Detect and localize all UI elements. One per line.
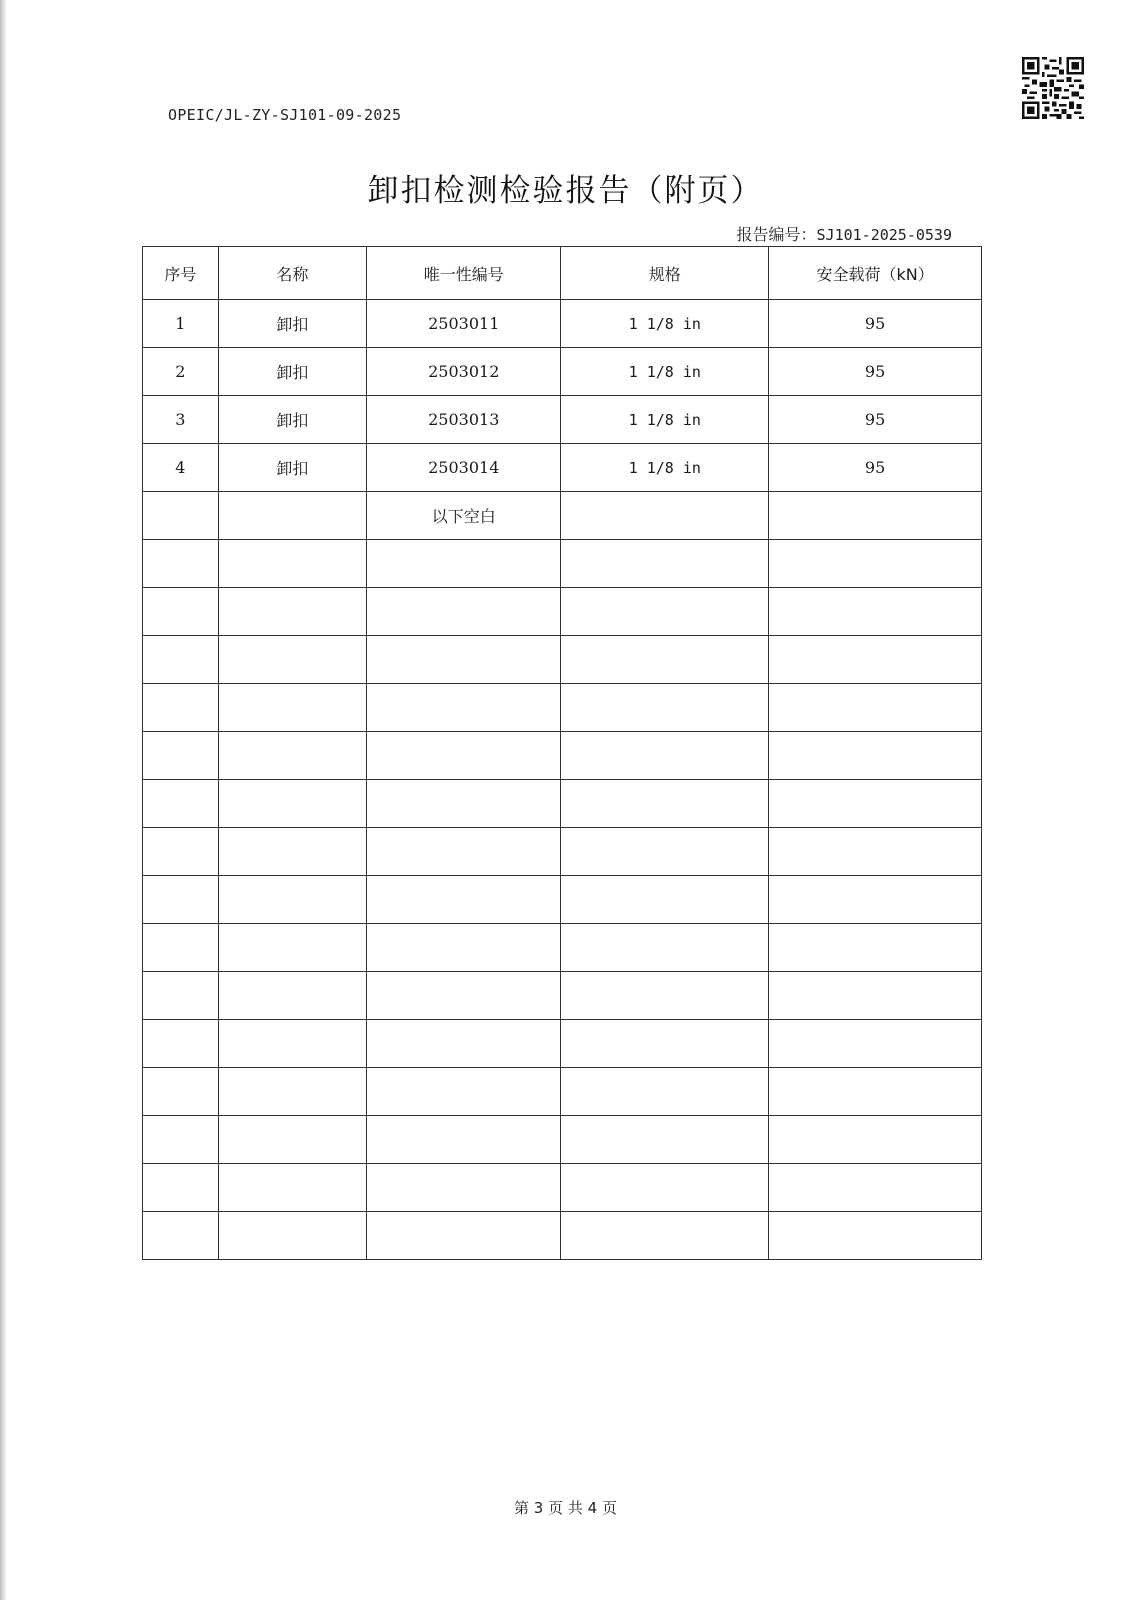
cell-serial [143, 780, 219, 828]
cell-safe-load [769, 636, 982, 684]
cell-spec [561, 1068, 769, 1116]
cell-safe-load [769, 492, 982, 540]
header-name: 名称 [218, 247, 366, 300]
cell-name: 卸扣 [218, 300, 366, 348]
table-row [143, 396, 982, 444]
page-title: 卸扣检测检验报告（附页） [367, 173, 764, 209]
cell-unique-id [367, 732, 561, 780]
cell-safe-load [769, 876, 982, 924]
table-row [143, 1020, 982, 1068]
table-row [143, 972, 982, 1020]
table-row [143, 348, 982, 396]
cell-safe-load: 95 [769, 444, 982, 492]
cell-spec: 1 1/8 in [561, 444, 769, 492]
cell-serial [143, 828, 219, 876]
table-header-row [143, 247, 982, 300]
cell-unique-id [367, 924, 561, 972]
table-row [143, 492, 982, 540]
cell-name [218, 684, 366, 732]
cell-name: 卸扣 [218, 348, 366, 396]
table-body [143, 300, 982, 1260]
cell-safe-load [769, 924, 982, 972]
cell-serial [143, 1020, 219, 1068]
cell-serial [143, 732, 219, 780]
cell-unique-id [367, 1020, 561, 1068]
cell-name [218, 540, 366, 588]
table-row [143, 1068, 982, 1116]
cell-safe-load [769, 780, 982, 828]
cell-spec [561, 1116, 769, 1164]
cell-spec [561, 732, 769, 780]
cell-name [218, 1212, 366, 1260]
cell-name [218, 492, 366, 540]
table-row [143, 540, 982, 588]
cell-unique-id [367, 1212, 561, 1260]
cell-serial [143, 1116, 219, 1164]
cell-unique-id [367, 876, 561, 924]
cell-unique-id [367, 828, 561, 876]
cell-safe-load [769, 828, 982, 876]
table-row [143, 876, 982, 924]
cell-serial: 3 [143, 396, 219, 444]
cell-spec [561, 1164, 769, 1212]
qr-code-icon [1022, 57, 1084, 119]
header-safe-load: 安全载荷（kN） [769, 247, 982, 300]
cell-safe-load: 95 [769, 396, 982, 444]
table-row [143, 300, 982, 348]
cell-safe-load [769, 1068, 982, 1116]
cell-spec [561, 828, 769, 876]
cell-unique-id: 以下空白 [367, 492, 561, 540]
cell-unique-id [367, 780, 561, 828]
cell-name [218, 588, 366, 636]
cell-name [218, 1068, 366, 1116]
cell-name [218, 972, 366, 1020]
cell-unique-id: 2503014 [367, 444, 561, 492]
cell-spec [561, 1020, 769, 1068]
table-row [143, 1164, 982, 1212]
cell-serial [143, 924, 219, 972]
header-serial: 序号 [143, 247, 219, 300]
cell-serial [143, 1212, 219, 1260]
cell-safe-load [769, 588, 982, 636]
cell-safe-load [769, 684, 982, 732]
table-row [143, 1116, 982, 1164]
cell-safe-load [769, 1020, 982, 1068]
cell-serial [143, 540, 219, 588]
cell-spec [561, 924, 769, 972]
cell-name: 卸扣 [218, 396, 366, 444]
cell-spec [561, 636, 769, 684]
cell-spec [561, 684, 769, 732]
scan-edge-shadow [0, 0, 6, 1600]
cell-unique-id [367, 972, 561, 1020]
cell-spec: 1 1/8 in [561, 396, 769, 444]
cell-name [218, 1116, 366, 1164]
cell-unique-id: 2503012 [367, 348, 561, 396]
cell-spec: 1 1/8 in [561, 300, 769, 348]
cell-serial [143, 588, 219, 636]
cell-serial [143, 972, 219, 1020]
cell-name: 卸扣 [218, 444, 366, 492]
cell-safe-load: 95 [769, 348, 982, 396]
cell-spec [561, 780, 769, 828]
table-row [143, 636, 982, 684]
table-row [143, 780, 982, 828]
cell-serial [143, 1068, 219, 1116]
page-footer: 第 3 页 共 4 页 [514, 1499, 617, 1517]
report-number [737, 222, 952, 245]
report-number-value: SJ101-2025-0539 [816, 226, 952, 244]
cell-spec [561, 492, 769, 540]
cell-serial: 2 [143, 348, 219, 396]
cell-serial [143, 1164, 219, 1212]
cell-name [218, 732, 366, 780]
cell-safe-load [769, 1116, 982, 1164]
cell-name [218, 1164, 366, 1212]
document-code: OPEIC/JL-ZY-SJ101-09-2025 [168, 106, 402, 124]
table-row [143, 588, 982, 636]
table-row [143, 444, 982, 492]
cell-name [218, 780, 366, 828]
cell-safe-load [769, 540, 982, 588]
cell-spec [561, 1212, 769, 1260]
cell-name [218, 636, 366, 684]
cell-spec [561, 876, 769, 924]
cell-safe-load [769, 1212, 982, 1260]
cell-unique-id [367, 540, 561, 588]
cell-unique-id [367, 1116, 561, 1164]
table-row [143, 924, 982, 972]
cell-unique-id: 2503013 [367, 396, 561, 444]
cell-name [218, 876, 366, 924]
cell-unique-id [367, 588, 561, 636]
cell-spec [561, 972, 769, 1020]
cell-serial [143, 636, 219, 684]
cell-safe-load: 95 [769, 300, 982, 348]
cell-unique-id [367, 684, 561, 732]
cell-name [218, 924, 366, 972]
cell-unique-id [367, 1068, 561, 1116]
header-spec: 规格 [561, 247, 769, 300]
shackle-table [142, 246, 982, 1260]
cell-serial: 1 [143, 300, 219, 348]
cell-spec: 1 1/8 in [561, 348, 769, 396]
cell-serial [143, 492, 219, 540]
table-row [143, 732, 982, 780]
cell-unique-id [367, 1164, 561, 1212]
table-row [143, 828, 982, 876]
cell-safe-load [769, 972, 982, 1020]
cell-unique-id: 2503011 [367, 300, 561, 348]
table-row [143, 1212, 982, 1260]
header-unique-id: 唯一性编号 [367, 247, 561, 300]
cell-name [218, 828, 366, 876]
cell-serial [143, 876, 219, 924]
cell-spec [561, 540, 769, 588]
cell-safe-load [769, 1164, 982, 1212]
cell-safe-load [769, 732, 982, 780]
cell-serial [143, 684, 219, 732]
table-row [143, 684, 982, 732]
cell-unique-id [367, 636, 561, 684]
cell-name [218, 1020, 366, 1068]
cell-serial: 4 [143, 444, 219, 492]
cell-spec [561, 588, 769, 636]
report-number-label: 报告编号： [736, 225, 817, 244]
